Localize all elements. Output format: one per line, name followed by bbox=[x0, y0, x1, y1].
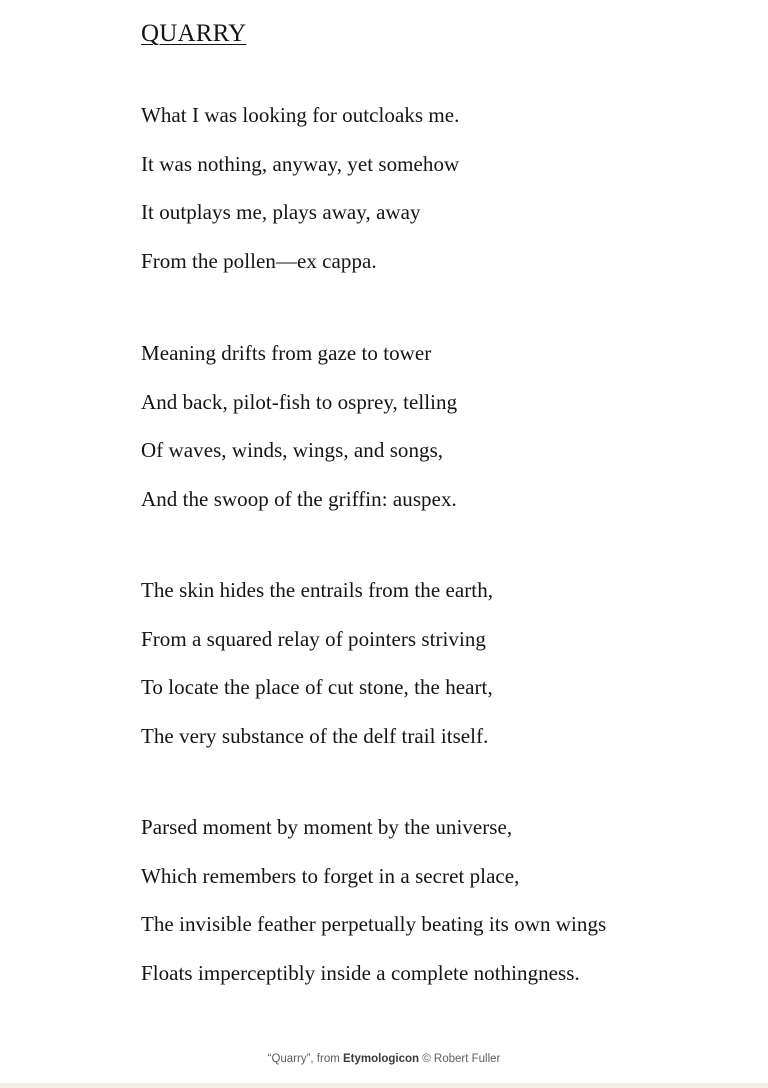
poem-line: Meaning drifts from gaze to tower bbox=[141, 341, 432, 365]
attribution-caption bbox=[0, 1053, 768, 1065]
poem-line: Parsed moment by moment by the universe, bbox=[141, 815, 513, 839]
poem-line: It was nothing, anyway, yet somehow bbox=[141, 151, 460, 176]
bottom-edge bbox=[0, 1083, 768, 1088]
poem-line: Which remembers to forget in a secret place, bbox=[141, 863, 520, 888]
poem-line: To locate the place of cut stone, the heart, bbox=[141, 675, 493, 699]
poem-line: The invisible feather perpetually beating its own wings bbox=[141, 912, 607, 936]
poem-line: From a squared relay of pointers striving bbox=[141, 626, 486, 651]
stanza-2 bbox=[141, 338, 457, 532]
stanza-1 bbox=[141, 100, 459, 294]
attribution-prefix: “Quarry”, from bbox=[267, 1053, 343, 1065]
poem-line: What I was looking for outcloaks me. bbox=[141, 103, 460, 127]
poem-title: QUARRY bbox=[141, 20, 247, 47]
stanza-3 bbox=[141, 575, 493, 769]
poem-line: And the swoop of the griffin: auspex. bbox=[141, 486, 457, 511]
poem-line: It outplays me, plays away, away bbox=[141, 200, 421, 224]
poem-line: The very substance of the delf trail itself. bbox=[141, 723, 489, 748]
poem-line: Floats imperceptibly inside a complete nothingness. bbox=[141, 960, 580, 985]
poem-line: Of waves, winds, wings, and songs, bbox=[141, 438, 444, 462]
poem-line: The skin hides the entrails from the earth, bbox=[141, 578, 494, 602]
attribution-copyright: © Robert Fuller bbox=[419, 1053, 501, 1065]
stanza-4 bbox=[141, 812, 606, 1006]
poem-line: From the pollen—ex cappa. bbox=[141, 248, 377, 273]
poem-line: And back, pilot-fish to osprey, telling bbox=[141, 389, 458, 414]
attribution-source: Etymologicon bbox=[343, 1053, 420, 1065]
